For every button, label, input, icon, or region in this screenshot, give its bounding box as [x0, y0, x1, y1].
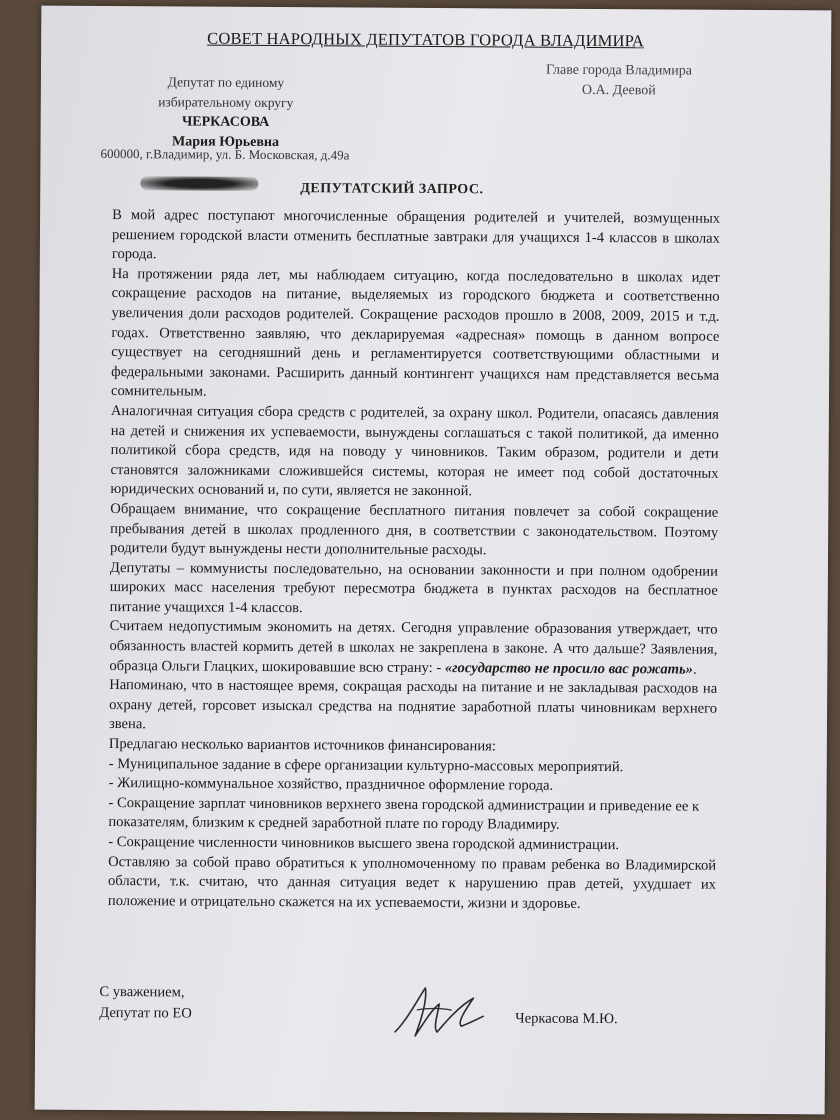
quote: «государство не просило вас рожать»	[444, 659, 694, 678]
sender-line: избирательному округу	[158, 94, 294, 111]
document-title: ДЕПУТАТСКИЙ ЗАПРОС.	[300, 181, 484, 198]
paragraph: Обращаем внимание, что сокращение бесплатного питания повлечет за собой сокращение пребывания детей в школах продленного дня, в соответствии с законодательством. Поэтому родители будут вынуждены нести дополнительные расходы.	[110, 500, 719, 559]
document-page	[35, 6, 832, 1115]
funding-list	[108, 755, 717, 857]
closing-block	[99, 982, 192, 1025]
closing-regards: С уважением,	[99, 983, 185, 1001]
sender-line: Депутат по единому	[167, 74, 285, 91]
list-item: - Жилищно-коммунальное хозяйство, праздничное оформление города.	[108, 775, 554, 794]
paragraph	[109, 617, 717, 679]
paragraph: Предлагаю несколько вариантов источников финансирования:	[108, 736, 496, 755]
sender-surname: ЧЕРКАСОВА	[181, 114, 270, 130]
paragraph: Оставляю за собой право обратиться к уполномоченному по правам ребенка во Владимирской области, т.к. считаю, что данная ситуация ведет к нарушению прав детей, ухудшает их положение и отрицательно скажется на их успеваемости, жизни и здоровье.	[107, 853, 717, 912]
council-header: СОВЕТ НАРОДНЫХ ДЕПУТАТОВ ГОРОДА ВЛАДИМИРА	[207, 28, 645, 51]
paragraph-text: Считаем недопустимым экономить на детях. Сегодня управление образования утверждает, что обязанность властей кормить детей в школах не закреплена в законе. А что дальше? Заявления, образца Ольги Глацких, шокировавшие всю страну: -	[109, 618, 718, 676]
sender-address: 600000, г.Владимир, ул. Б. Московская, д.49а	[100, 145, 350, 163]
redaction-mark	[140, 176, 258, 191]
paragraph: На протяжении ряда лет, мы наблюдаем ситуацию, когда последовательно в школах идет сокращение расходов на питание, выделяемых из городского бюджета и соответственно увеличения доли расходов родителей. Сокращение расходов прошло в 2008, 2009, 2015 и т.д. годах. Ответственно заявляю, что декларируемая «адресная» помощь в данном вопросе существует на сегодняшний день и регламентируется соответствующими областными и федеральными законами. Расширить данный контингент учащихся нам представляется весьма сомнительным.	[110, 265, 720, 400]
paragraph: В мой адрес поступают многочисленные обращения родителей и учителей, возмущенных решением городской власти отменить бесплатные завтраки для учащихся 1-4 классов в школах города.	[111, 207, 721, 263]
paragraph: Аналогичная ситуация сбора средств с родителей, за охрану школ. Родители, опасаясь давления на детей и снижения их успеваемости, вынуждены соглашаться с такой политикой, да именно политикой сбора средств, идя на поводу у чиновников. Таким образом, родители и дети становятся заложниками сложившейся системы, которая не имеет под собой достаточных юридических оснований и, по сути, является не законной.	[110, 402, 719, 500]
signer-name: Черкасова М.Ю.	[515, 1010, 618, 1028]
paragraph-end: .	[692, 661, 697, 678]
list-item: - Сокращение зарплат чиновников верхнего звена городской администрации и приведение ее к показателям, близким к средней заработной плате по городу Владимиру.	[108, 794, 700, 834]
document-body	[108, 206, 720, 915]
list-item: - Сокращение численности чиновников высшего звена городской администрации.	[108, 834, 620, 854]
signature-image	[387, 980, 487, 1043]
recipient-block	[509, 60, 729, 101]
sender-name: Мария Юрьевна	[172, 134, 280, 151]
paragraph: Депутаты – коммунисты последовательно, на основании законности и при полном одобрении широких масс населения требуют пересмотра бюджета в пунктах расходов на бесплатное питание учащихся 1-4 классов.	[109, 559, 718, 617]
sender-block	[100, 72, 350, 154]
closing-position: Депутат по ЕО	[99, 1004, 192, 1022]
recipient-line: Главе города Владимира	[545, 62, 693, 79]
list-item: - Муниципальное задание в сфере организации культурно-массовых мероприятий.	[108, 755, 624, 775]
recipient-name: О.А. Деевой	[581, 82, 656, 99]
paragraph: Напоминаю, что в настоящее время, сокращая расходы на питание и не закладывая расходов на охрану детей, горсовет изыскал средства на поднятие заработной платы чиновникам верхнего звена.	[108, 677, 718, 733]
